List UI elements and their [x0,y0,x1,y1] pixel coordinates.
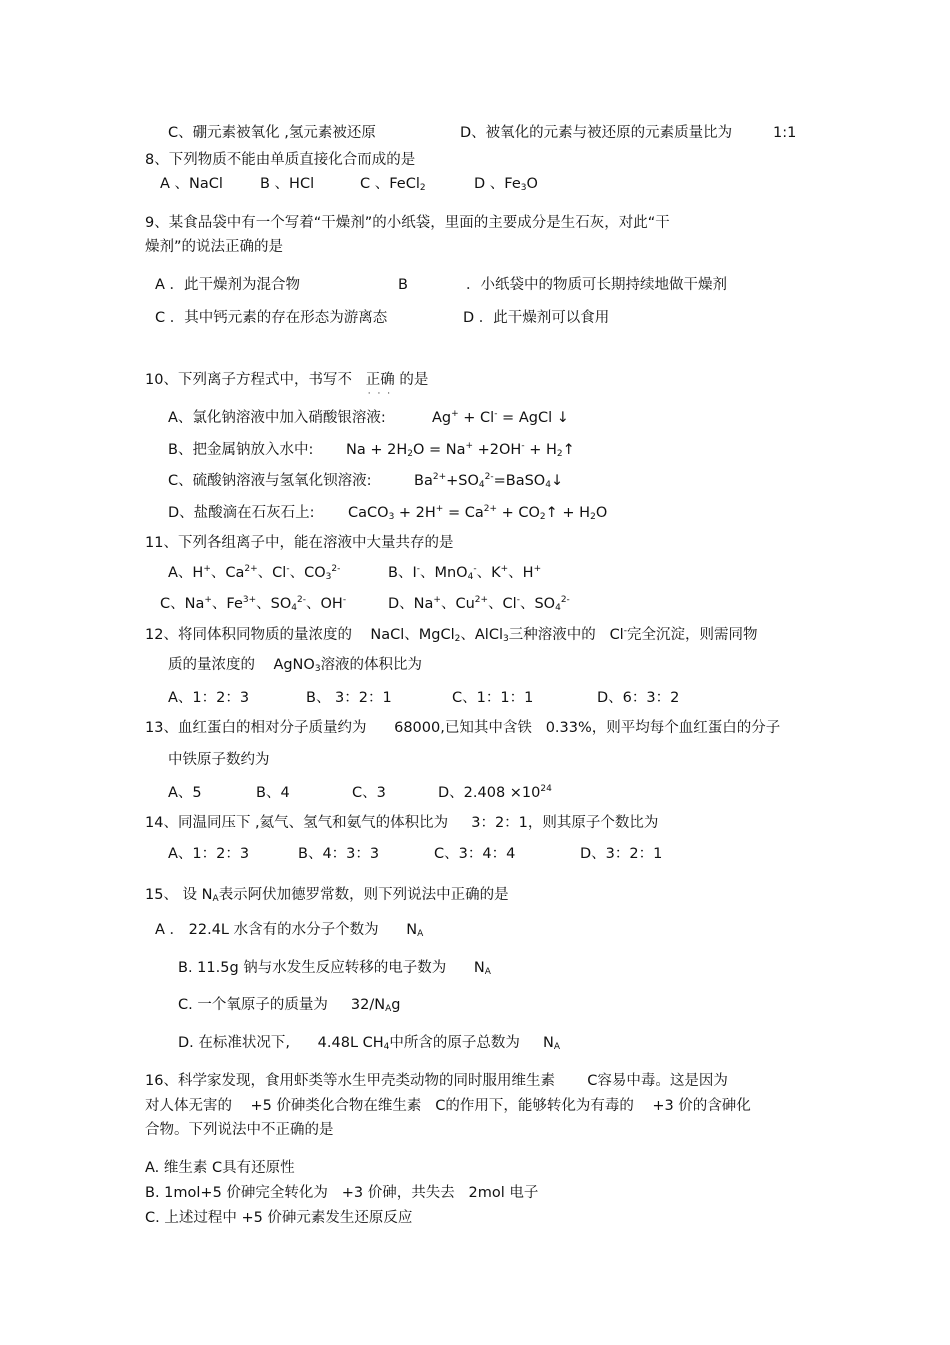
q15-stem: 15、 设 $N_A$表示阿伏加德罗常数，则下列说法中正确的是 [145,887,509,904]
q12-option-b: B、 3：2：1 [306,690,392,706]
q16-option-a: A. 维生素 C具有还原性 [145,1160,295,1176]
q10-stem: 10、下列离子方程式中，书写不 正确 · · · 的是 [145,370,428,390]
q8-option-a: A 、NaCl [160,176,223,192]
q16-stem-line3: 合物。下列说法中不正确的是 [145,1122,334,1138]
q11-option-b: B、I-、MnO$_4$-、K+、H+ [388,564,542,582]
q9-option-a: A ．此干燥剂为混合物 [155,277,301,293]
q8-option-c: C 、FeCl$_2$ [360,176,426,193]
q9-stem-line1: 9、某食品袋中有一个写着“干燥剂”的小纸袋，里面的主要成分是生石灰，对此“干 [145,215,670,231]
q16-option-c: C. 上述过程中 +5 价砷元素发生还原反应 [145,1210,413,1226]
q9-option-d: D ．此干燥剂可以食用 [463,310,610,326]
q14-option-d: D、3：2：1 [580,846,663,862]
q10-option-d-label: D、盐酸滴在石灰石上: [168,505,315,521]
q11-option-c: C、Na+、$Fe^{3+}$、$SO_4^{2-}$、OH- [160,595,347,613]
q8-option-d: D 、$Fe_3O$ [474,176,538,193]
q14-option-c: C、3：4：4 [434,846,516,862]
q12-option-c: C、1：1：1 [452,690,534,706]
q10-option-b-equation: $Na + 2H_2O = Na^+ +2OH^-$ + $H_2↑$ [346,441,575,459]
q11-option-d: D、Na+、$Cu^{2+}$、Cl-、$SO_4^{2-}$ [388,595,570,613]
q13-stem-line1: 13、血红蛋白的相对分子质量约为 68000,已知其中含铁 0.33%，则平均每个血红蛋白的分子 [145,720,781,736]
q10-emphasis: 正确 · · · [366,372,395,388]
q16-stem-line2: 对人体无害的 +5 价砷类化合物在维生素 C的作用下，能够转化为有毒的 +3 价的含砷化 [145,1098,751,1114]
q7-option-c: C、硼元素被氧化 ,氢元素被还原 [168,125,376,141]
q15-option-c: C. 一个氧原子的质量为 $32/N_Ag$ [178,997,401,1014]
q11-stem: 11、下列各组离子中，能在溶液中大量共存的是 [145,535,454,551]
q12-stem-line2: 质的量浓度的 AgNO$_3$溶液的体积比为 [168,657,423,674]
q13-option-a: A、5 [168,785,202,801]
q12-option-a: A、1：2：3 [168,690,250,706]
q10-option-a-label: A、氯化钠溶液中加入硝酸银溶液: [168,410,386,426]
q11-option-a: A、H+、$Ca^{2+}$、Cl-、$CO_3^{2-}$ [168,564,341,582]
q15-option-a: A ． 22.4L 水含有的水分子个数为 $N_A$ [155,922,424,939]
q12-stem-line1: 12、将同体积同物质的量浓度的 NaCl、MgCl$_2$、AlCl$_3$三种溶液中的 Cl-完全沉淀，则需同物 [145,626,758,644]
q13-option-c: C、3 [352,785,386,801]
q9-stem-line2: 燥剂”的说法正确的是 [145,239,284,255]
q14-option-a: A、1：2：3 [168,846,250,862]
q14-stem: 14、同温同压下 ,氦气、氢气和氨气的体积比为 3：2：1，则其原子个数比为 [145,815,659,831]
q13-option-d: D、$2.408 \times 10^{24}$ [438,784,552,801]
q16-option-b: B. 1mol+5 价砷完全转化为 +3 价砷，共失去 2mol 电子 [145,1185,539,1201]
q16-stem-line1: 16、科学家发现，食用虾类等水生甲壳类动物的同时服用维生素 C容易中毒。这是因为 [145,1073,728,1089]
q10-option-b-label: B、把金属钠放入水中: [168,442,314,458]
q9-option-b-letter: B [398,277,408,293]
q10-option-a-equation: Ag+ + Cl- = AgCl ↓ [432,409,569,426]
q7-option-d: D、被氧化的元素与被还原的元素质量比为 [460,125,733,141]
q7-option-d-ratio: 1:1 [773,125,797,141]
q10-option-c-equation: $Ba^{2+}+SO_4^{2-}=BaSO_4↓$ [414,472,564,490]
q9-option-b: ．小纸袋中的物质可长期持续地做干燥剂 [466,277,727,293]
q15-option-d: D. 在标准状况下, 4.48L $CH_4$中所含的原子总数为 $N_A$ [178,1035,560,1052]
q10-option-d-equation: CaCO$_3$ + $2H^+ = Ca^{2+}$ + $CO_2↑ + H_2O$ [348,504,608,522]
q8-stem: 8、下列物质不能由单质直接化合而成的是 [145,152,416,168]
q14-option-b: B、4：3：3 [298,846,380,862]
q9-option-c: C ．其中钙元素的存在形态为游离态 [155,310,388,326]
q15-option-b: B. 11.5g 钠与水发生反应转移的电子数为 $N_A$ [178,960,491,977]
q10-option-c-label: C、硫酸钠溶液与氢氧化钡溶液: [168,473,372,489]
q13-stem-line2: 中铁原子数约为 [168,752,270,768]
q8-option-b: B 、HCl [260,176,315,192]
q12-option-d: D、6：3：2 [597,690,680,706]
q13-option-b: B、4 [256,785,290,801]
